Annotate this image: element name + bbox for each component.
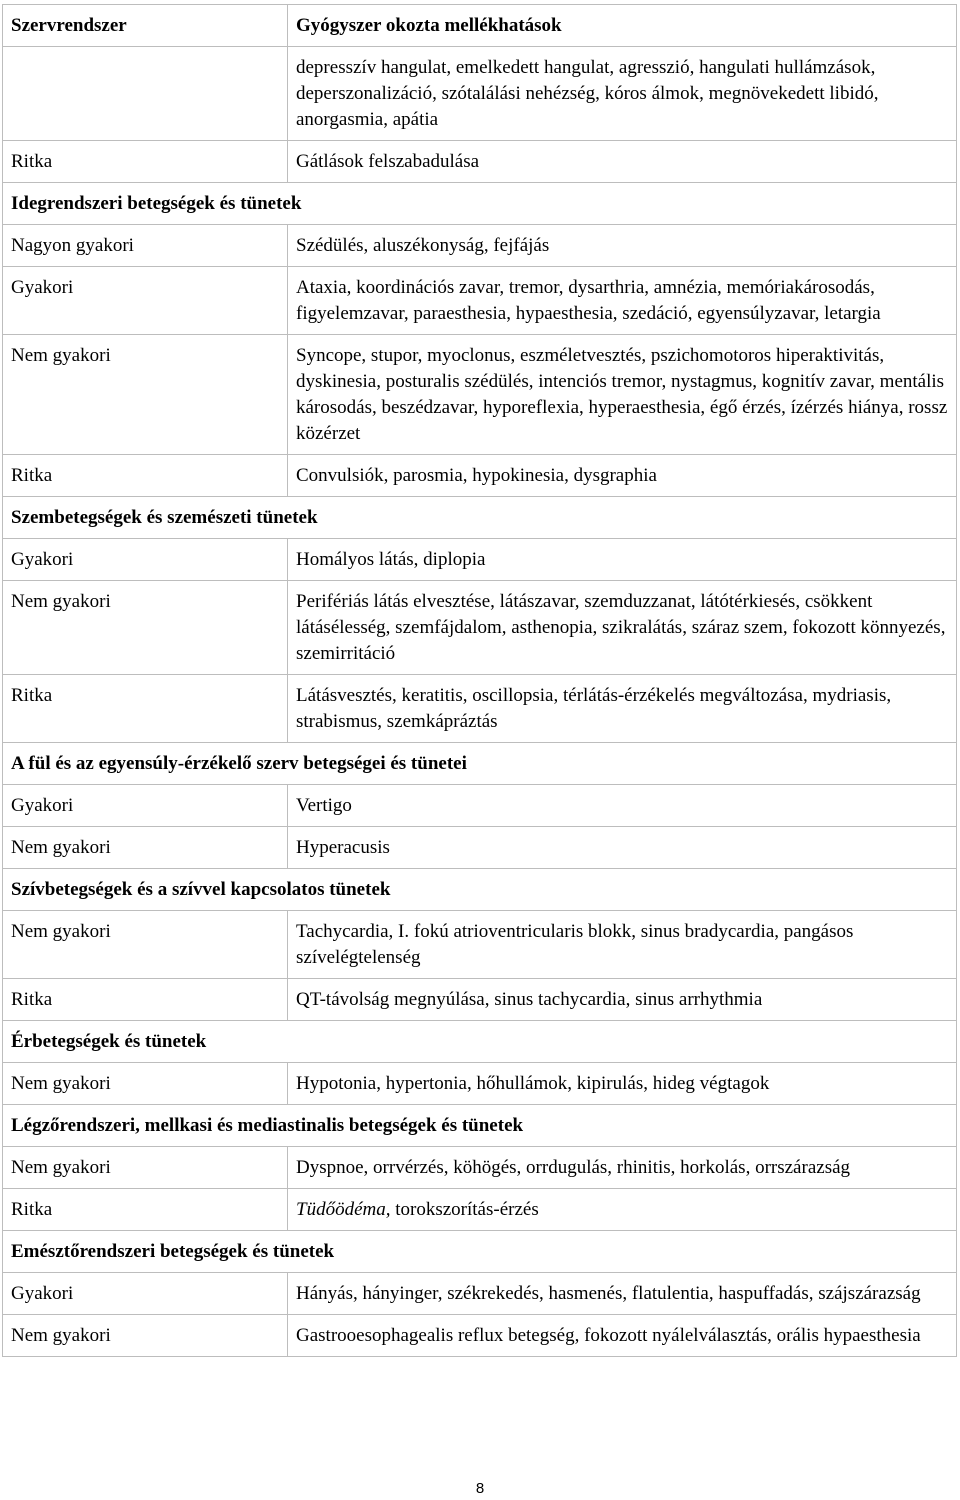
table-row xyxy=(3,1273,957,1315)
freq-cell: Nem gyakori xyxy=(3,1147,288,1189)
table-row xyxy=(3,1063,957,1105)
table-row xyxy=(3,827,957,869)
table-row xyxy=(3,455,957,497)
effects-cell: Hypotonia, hypertonia, hőhullámok, kipirulás, hideg végtagok xyxy=(288,1063,957,1105)
freq-cell: Nem gyakori xyxy=(3,1063,288,1105)
freq-cell: Nem gyakori xyxy=(3,581,288,675)
freq-cell xyxy=(3,47,288,141)
section-title-nervous-system: Idegrendszeri betegségek és tünetek xyxy=(3,183,957,225)
section-row xyxy=(3,1231,957,1273)
section-title-eye: Szembetegségek és szemészeti tünetek xyxy=(3,497,957,539)
table-header-row xyxy=(3,5,957,47)
freq-cell: Ritka xyxy=(3,1189,288,1231)
freq-cell: Gyakori xyxy=(3,539,288,581)
table-row xyxy=(3,1147,957,1189)
table-row xyxy=(3,911,957,979)
section-title-cardiac: Szívbetegségek és a szívvel kapcsolatos tünetek xyxy=(3,869,957,911)
effects-cell: Convulsiók, parosmia, hypokinesia, dysgraphia xyxy=(288,455,957,497)
table-row xyxy=(3,539,957,581)
effects-cell: Ataxia, koordinációs zavar, tremor, dysarthria, amnézia, memóriakárosodás, figyelemzavar, paraesthesia, hypaesthesia, szedáció, egyensúlyzavar, letargia xyxy=(288,267,957,335)
section-row xyxy=(3,183,957,225)
effects-cell: Syncope, stupor, myoclonus, eszméletvesztés, pszichomotoros hiperaktivitás, dyskinesia, posturalis szédülés, intenciós tremor, nystagmus, kognitív zavar, mentális károsodás, beszédzavar, hyporeflexia, hyperaesthesia, égő érzés, ízérzés hiánya, rossz közérzet xyxy=(288,335,957,455)
effects-cell: Vertigo xyxy=(288,785,957,827)
effects-cell: QT-távolság megnyúlása, sinus tachycardia, sinus arrhythmia xyxy=(288,979,957,1021)
effects-cell: Homályos látás, diplopia xyxy=(288,539,957,581)
effects-cell: Gastrooesophagealis reflux betegség, fokozott nyálelválasztás, orális hypaesthesia xyxy=(288,1315,957,1357)
section-row xyxy=(3,1105,957,1147)
section-title-ear: A fül és az egyensúly-érzékelő szerv betegségei és tünetei xyxy=(3,743,957,785)
freq-cell: Nem gyakori xyxy=(3,1315,288,1357)
freq-cell: Nem gyakori xyxy=(3,335,288,455)
effects-cell: Látásvesztés, keratitis, oscillopsia, térlátás-érzékelés megváltozása, mydriasis, strabismus, szemkápráztás xyxy=(288,675,957,743)
table-row xyxy=(3,335,957,455)
table-row xyxy=(3,581,957,675)
effects-cell: Gátlások felszabadulása xyxy=(288,141,957,183)
effects-cell: Tachycardia, I. fokú atrioventricularis blokk, sinus bradycardia, pangásos szívelégtelenség xyxy=(288,911,957,979)
section-row xyxy=(3,743,957,785)
table-row xyxy=(3,675,957,743)
table-row xyxy=(3,1189,957,1231)
effects-italic-term: Tüdőödéma, xyxy=(296,1199,391,1220)
freq-cell: Nagyon gyakori xyxy=(3,225,288,267)
section-title-respiratory: Légzőrendszeri, mellkasi és mediastinalis betegségek és tünetek xyxy=(3,1105,957,1147)
table-row xyxy=(3,979,957,1021)
section-title-gastrointestinal: Emésztőrendszeri betegségek és tünetek xyxy=(3,1231,957,1273)
table-row xyxy=(3,47,957,141)
section-row xyxy=(3,869,957,911)
header-adverse-effects: Gyógyszer okozta mellékhatások xyxy=(288,5,957,47)
freq-cell: Gyakori xyxy=(3,267,288,335)
freq-cell: Gyakori xyxy=(3,785,288,827)
freq-cell: Nem gyakori xyxy=(3,827,288,869)
effects-cell: depresszív hangulat, emelkedett hangulat, agresszió, hangulati hullámzások, deperszonalizáció, szótalálási nehézség, kóros álmok, megnövekedett libidó, anorgasmia, apátia xyxy=(288,47,957,141)
effects-cell xyxy=(288,1189,957,1231)
freq-cell: Ritka xyxy=(3,675,288,743)
freq-cell: Gyakori xyxy=(3,1273,288,1315)
freq-cell: Ritka xyxy=(3,979,288,1021)
adverse-reactions-table xyxy=(2,4,957,1357)
freq-cell: Nem gyakori xyxy=(3,911,288,979)
effects-text: torokszorítás-érzés xyxy=(390,1199,539,1220)
table-row xyxy=(3,225,957,267)
effects-cell: Perifériás látás elvesztése, látászavar, szemduzzanat, látótérkiesés, csökkent látásélesség, szemfájdalom, asthenopia, szikralátás, száraz szem, fokozott könnyezés, szemirritáció xyxy=(288,581,957,675)
table-row xyxy=(3,785,957,827)
table-row xyxy=(3,141,957,183)
header-organ-system: Szervrendszer xyxy=(3,5,288,47)
effects-cell: Dyspnoe, orrvérzés, köhögés, orrdugulás, rhinitis, horkolás, orrszárazság xyxy=(288,1147,957,1189)
table-row xyxy=(3,267,957,335)
section-row xyxy=(3,497,957,539)
effects-cell: Szédülés, aluszékonyság, fejfájás xyxy=(288,225,957,267)
freq-cell: Ritka xyxy=(3,455,288,497)
effects-cell: Hányás, hányinger, székrekedés, hasmenés, flatulentia, haspuffadás, szájszárazság xyxy=(288,1273,957,1315)
section-row xyxy=(3,1021,957,1063)
freq-cell: Ritka xyxy=(3,141,288,183)
section-title-vascular: Érbetegségek és tünetek xyxy=(3,1021,957,1063)
page-number: 8 xyxy=(475,1480,485,1497)
table-row xyxy=(3,1315,957,1357)
effects-cell: Hyperacusis xyxy=(288,827,957,869)
